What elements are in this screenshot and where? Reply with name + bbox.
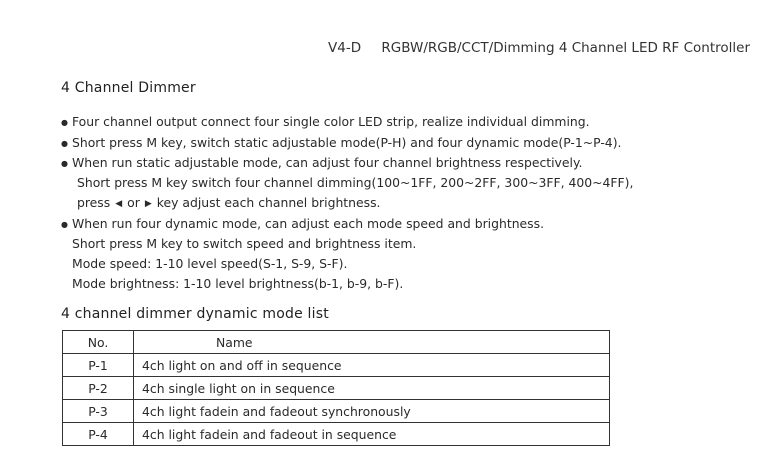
text-line-5 <box>77 195 381 210</box>
text-line-7: Short press M key to switch speed and brightness item. <box>72 236 417 251</box>
bullet-line-6: ● When run four dynamic mode, can adjust each mode speed and brightness. <box>61 216 544 231</box>
header-name: Name <box>134 331 610 354</box>
table-row <box>63 423 610 446</box>
table-row <box>63 400 610 423</box>
model-code: V4-D <box>328 40 362 56</box>
header-no: No. <box>63 331 134 354</box>
or-label: or <box>127 195 140 210</box>
bullet-line-2: ● Short press M key, switch static adjustable mode(P-H) and four dynamic mode(P-1~P-4). <box>61 135 621 150</box>
mode-name: 4ch light fadein and fadeout in sequence <box>134 423 610 446</box>
table-row <box>63 354 610 377</box>
mode-list-table <box>62 330 610 446</box>
adjust-label: key adjust each channel brightness. <box>156 195 381 210</box>
mode-number: P-2 <box>63 377 134 400</box>
text-line-8: Mode speed: 1-10 level speed(S-1, S-9, S-F). <box>72 256 348 271</box>
text-line-4: Short press M key switch four channel dimming(100~1FF, 200~2FF, 300~3FF, 400~4FF), <box>77 175 634 190</box>
right-triangle-icon: ▶ <box>144 199 152 209</box>
left-triangle-icon: ◀ <box>115 199 123 209</box>
table-row <box>63 377 610 400</box>
bullet-line-3: ● When run static adjustable mode, can adjust four channel brightness respectively. <box>61 155 582 170</box>
mode-number: P-4 <box>63 423 134 446</box>
section-title-4-channel-dimmer: 4 Channel Dimmer <box>61 80 196 96</box>
mode-name: 4ch light fadein and fadeout synchronously <box>134 400 610 423</box>
text-line-9: Mode brightness: 1-10 level brightness(b-1, b-9, b-F). <box>72 276 404 291</box>
section-title-mode-list: 4 channel dimmer dynamic mode list <box>61 306 329 322</box>
bullet-line-1: ● Four channel output connect four single color LED strip, realize individual dimming. <box>61 114 590 129</box>
mode-number: P-1 <box>63 354 134 377</box>
table-header-row <box>63 331 610 354</box>
press-label: press <box>77 195 111 210</box>
mode-name: 4ch light on and off in sequence <box>134 354 610 377</box>
mode-number: P-3 <box>63 400 134 423</box>
product-title: RGBW/RGB/CCT/Dimming 4 Channel LED RF Controller <box>381 40 750 56</box>
mode-name: 4ch single light on in sequence <box>134 377 610 400</box>
document-header <box>328 40 750 56</box>
